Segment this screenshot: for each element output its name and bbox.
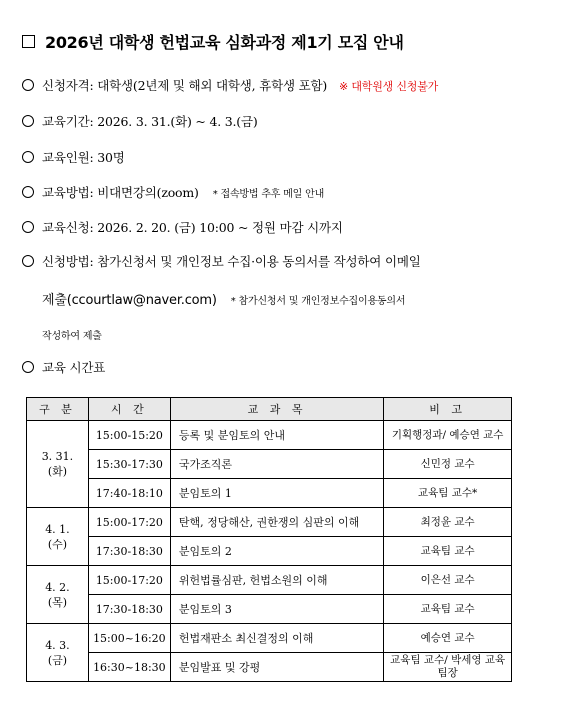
remark-cell: 예승연 교수 (384, 624, 512, 653)
day-cell: 3. 31. (화) (27, 421, 89, 508)
subject-cell: 분임토의 3 (170, 595, 383, 624)
how-line-2: 제출(ccourtlaw@naver.com) * 참가신청서 및 개인정보수집이용동의서 (42, 293, 406, 308)
circle-bullet-icon (22, 255, 34, 267)
circle-bullet-icon (22, 79, 34, 91)
table-row (27, 450, 512, 479)
schedule-line: 교육 시간표 (22, 358, 105, 376)
time-cell: 17:30-18:30 (88, 595, 170, 624)
period-line: 교육기간: 2026. 3. 31.(화) ~ 4. 3.(금) (22, 112, 258, 130)
how-line: 신청방법: 참가신청서 및 개인정보 수집·이용 동의서를 작성하여 이메일 (22, 252, 421, 270)
table-row (27, 537, 512, 566)
schedule-table (26, 397, 512, 682)
day-cell: 4. 2. (목) (27, 566, 89, 624)
how-line-3: 작성하여 제출 (42, 331, 102, 342)
page-title: 2026년 대학생 헌법교육 심화과정 제1기 모집 안내 (22, 30, 404, 53)
circle-bullet-icon (22, 221, 34, 233)
subject-cell: 탄핵, 정당해산, 권한쟁의 심판의 이해 (170, 508, 383, 537)
subject-cell: 분임발표 및 강평 (170, 653, 383, 682)
method-line: 교육방법: 비대면강의(zoom) * 접속방법 추후 메일 안내 (22, 183, 324, 201)
subject-cell: 헌법재판소 최신결정의 이해 (170, 624, 383, 653)
qualification-line: 신청자격: 대학생(2년제 및 해외 대학생, 휴학생 포함) ※ 대학원생 신청불가 (22, 76, 438, 94)
day-cell: 4. 1. (수) (27, 508, 89, 566)
how-note: * 참가신청서 및 개인정보수집이용동의서 (230, 296, 406, 307)
circle-bullet-icon (22, 361, 34, 373)
header-remark: 비 고 (384, 398, 512, 421)
table-row (27, 421, 512, 450)
time-cell: 16:30~18:30 (88, 653, 170, 682)
circle-bullet-icon (22, 151, 34, 163)
time-cell: 15:00-17:20 (88, 508, 170, 537)
remark-cell: 교육팀 교수* (384, 479, 512, 508)
day-cell: 4. 3. (금) (27, 624, 89, 682)
remark-cell: 교육팀 교수/ 박세영 교육팀장 (384, 653, 512, 682)
header-time: 시 간 (88, 398, 170, 421)
header-category: 구 분 (27, 398, 89, 421)
checkbox-square-icon (22, 35, 35, 48)
table-row (27, 595, 512, 624)
circle-bullet-icon (22, 115, 34, 127)
time-cell: 15:00-17:20 (88, 566, 170, 595)
method-note: * 접속방법 추후 메일 안내 (212, 189, 325, 200)
time-cell: 15:00-15:20 (88, 421, 170, 450)
time-cell: 17:30-18:30 (88, 537, 170, 566)
header-subject: 교 과 목 (170, 398, 383, 421)
time-cell: 17:40-18:10 (88, 479, 170, 508)
subject-cell: 분임토의 2 (170, 537, 383, 566)
table-row (27, 566, 512, 595)
subject-cell: 국가조직론 (170, 450, 383, 479)
table-row (27, 624, 512, 653)
remark-cell: 이은선 교수 (384, 566, 512, 595)
subject-cell: 위헌법률심판, 헌법소원의 이해 (170, 566, 383, 595)
time-cell: 15:30-17:30 (88, 450, 170, 479)
table-row (27, 508, 512, 537)
table-row (27, 479, 512, 508)
subject-cell: 등록 및 분임토의 안내 (170, 421, 383, 450)
qualification-note: ※ 대학원생 신청불가 (339, 80, 439, 93)
subject-cell: 분임토의 1 (170, 479, 383, 508)
remark-cell: 기획행정과/ 예승연 교수 (384, 421, 512, 450)
table-row (27, 653, 512, 682)
circle-bullet-icon (22, 186, 34, 198)
remark-cell: 교육팀 교수 (384, 537, 512, 566)
table-header-row (27, 398, 512, 421)
time-cell: 15:00~16:20 (88, 624, 170, 653)
apply-line: 교육신청: 2026. 2. 20. (금) 10:00 ~ 정원 마감 시까지 (22, 218, 343, 236)
remark-cell: 최정윤 교수 (384, 508, 512, 537)
remark-cell: 신민정 교수 (384, 450, 512, 479)
remark-cell: 교육팀 교수 (384, 595, 512, 624)
capacity-line: 교육인원: 30명 (22, 148, 125, 166)
